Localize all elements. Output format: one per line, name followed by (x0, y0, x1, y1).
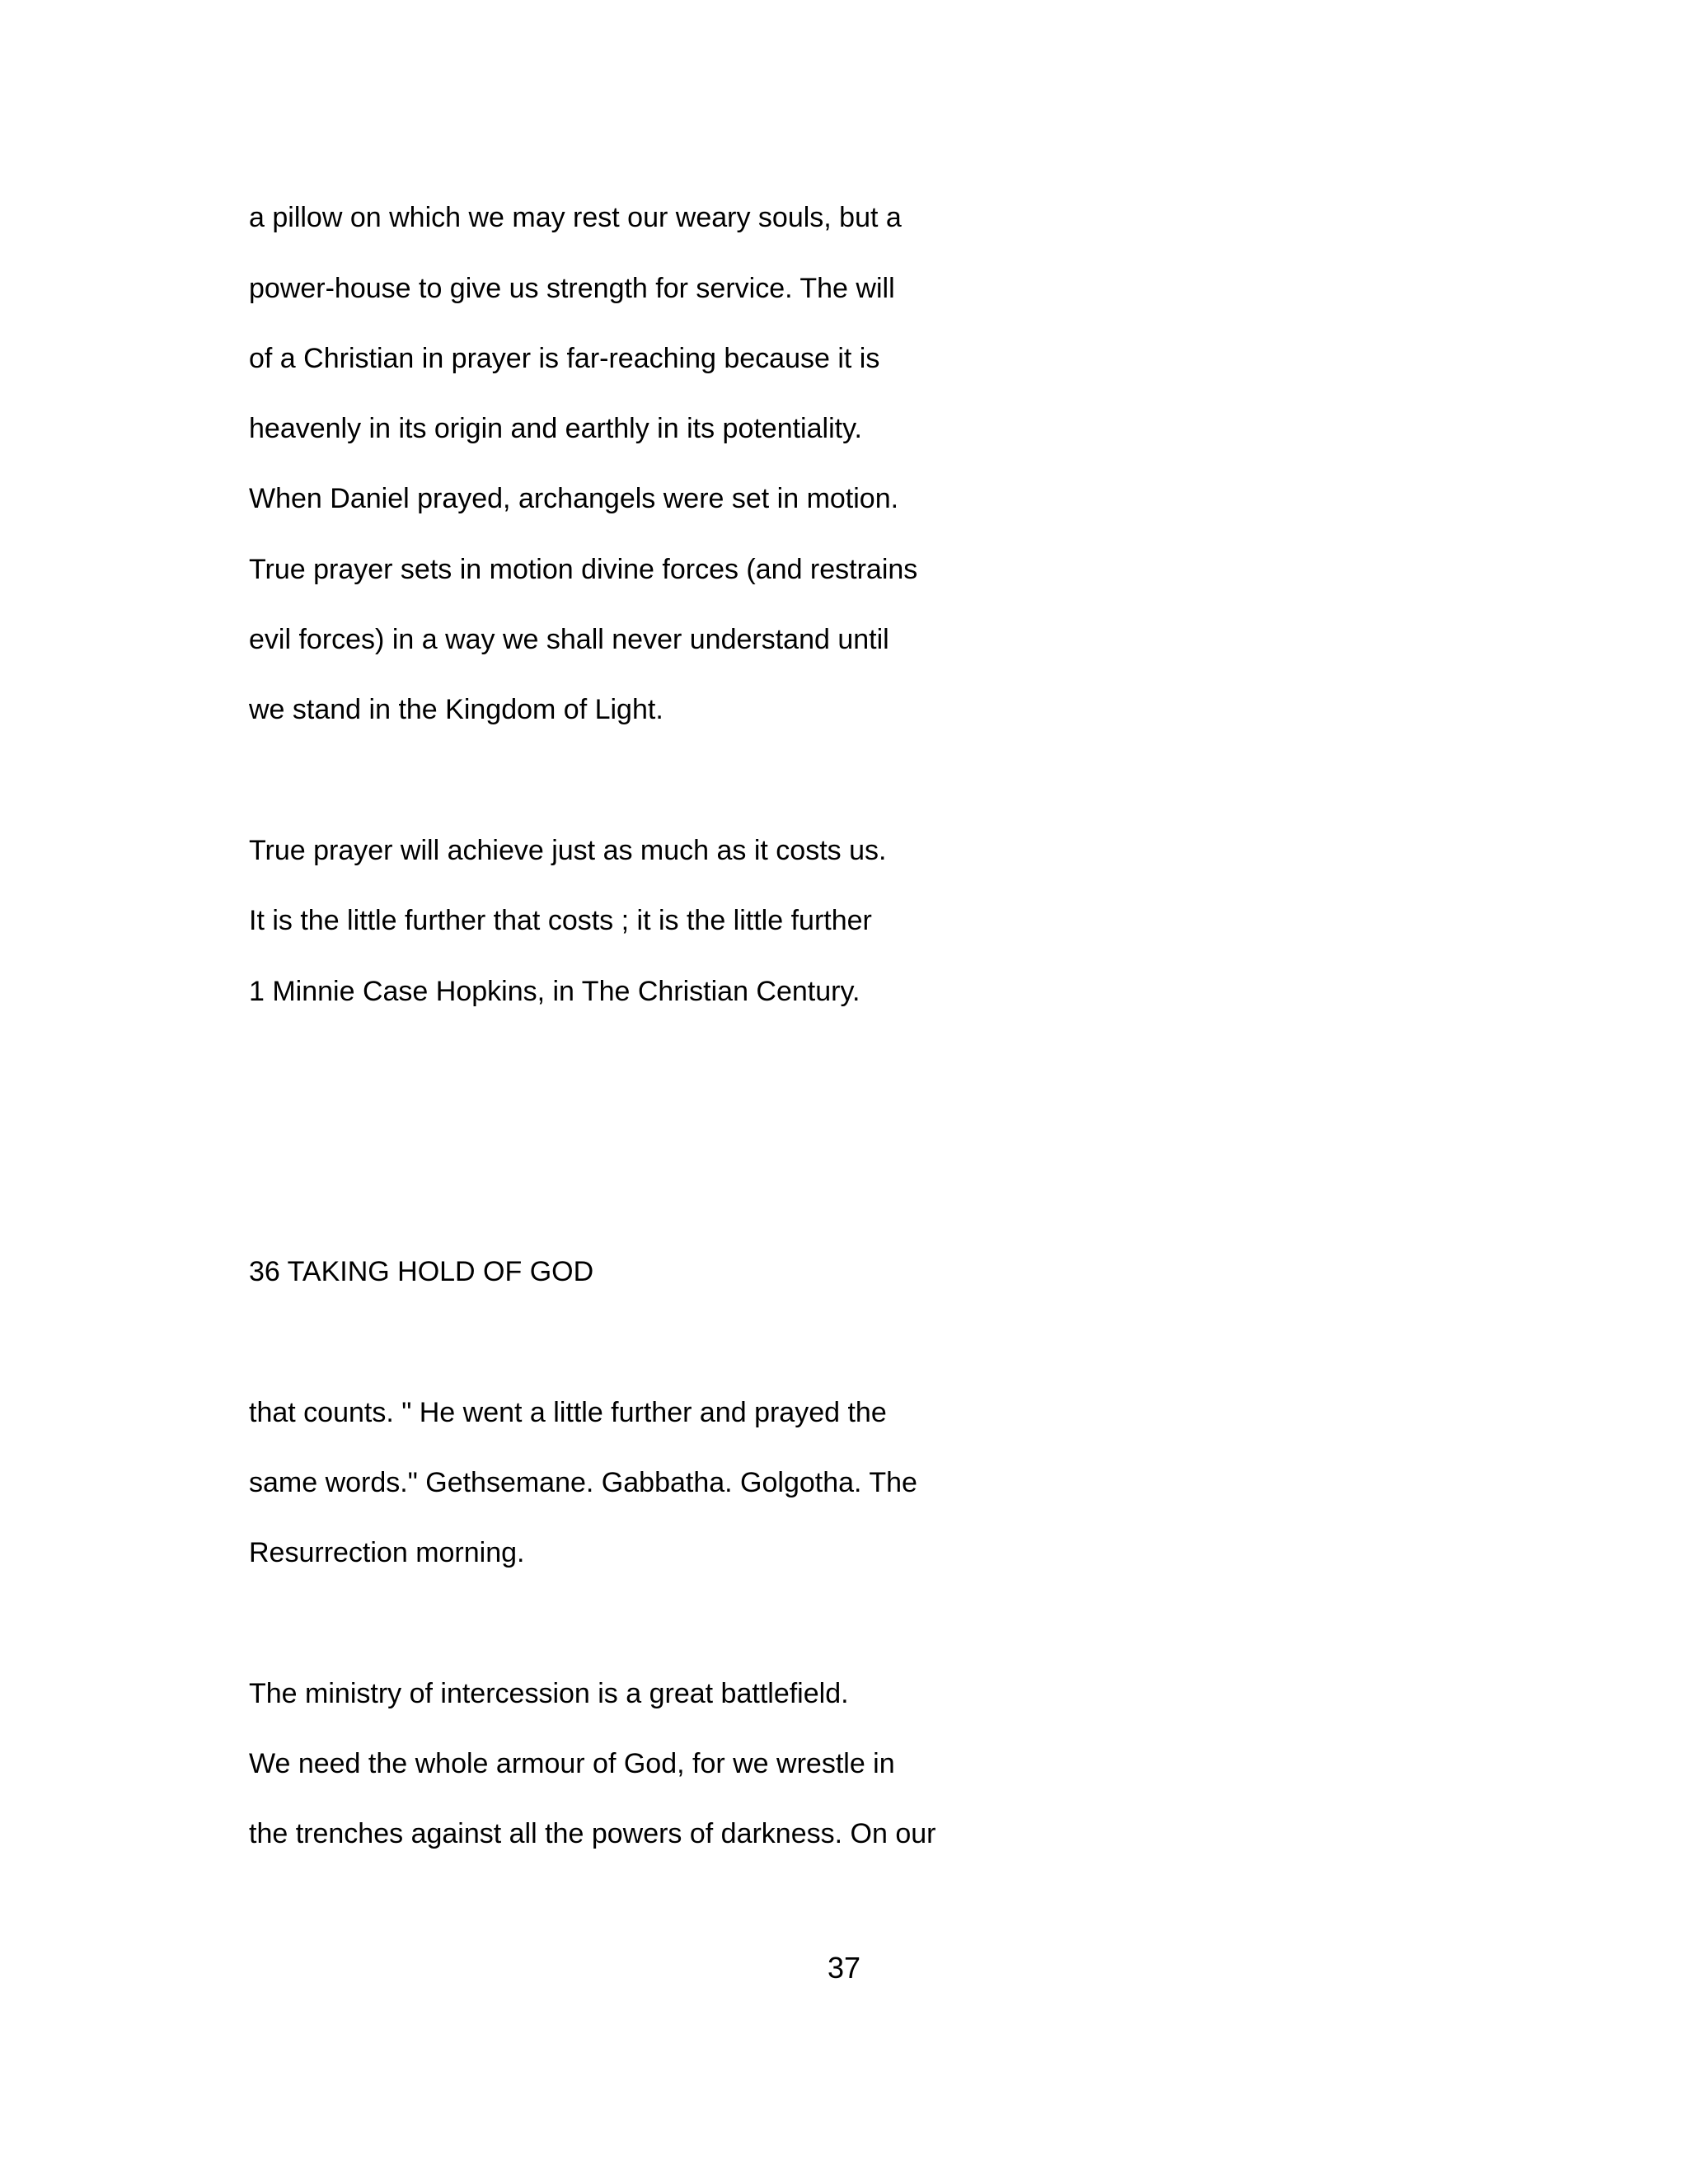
text-line: a pillow on which we may rest our weary souls, but a (249, 202, 902, 233)
text-line: Resurrection morning. (249, 1537, 525, 1568)
text-line: we stand in the Kingdom of Light. (249, 694, 663, 725)
text-line: that counts. " He went a little further and prayed the (249, 1397, 887, 1428)
text-line: The ministry of intercession is a great battlefield. (249, 1678, 849, 1709)
text-line: same words." Gethsemane. Gabbatha. Golgotha. The (249, 1467, 917, 1498)
footnote: 1 Minnie Case Hopkins, in The Christian Century. (249, 976, 860, 1007)
text-line: power-house to give us strength for service. The will (249, 273, 895, 304)
text-line: It is the little further that costs ; it is the little further (249, 905, 872, 936)
text-line: True prayer sets in motion divine forces (and restrains (249, 554, 918, 585)
text-line: When Daniel prayed, archangels were set in motion. (249, 483, 899, 514)
text-line: heavenly in its origin and earthly in its potentiality. (249, 413, 862, 444)
text-line: evil forces) in a way we shall never understand until (249, 624, 889, 655)
text-line: We need the whole armour of God, for we wrestle in (249, 1748, 895, 1779)
text-line: True prayer will achieve just as much as it costs us. (249, 835, 887, 866)
page-number: 37 (827, 1951, 861, 1985)
text-line: of a Christian in prayer is far-reaching because it is (249, 343, 880, 374)
running-header: 36 TAKING HOLD OF GOD (249, 1256, 594, 1287)
text-line: the trenches against all the powers of darkness. On our (249, 1818, 936, 1849)
